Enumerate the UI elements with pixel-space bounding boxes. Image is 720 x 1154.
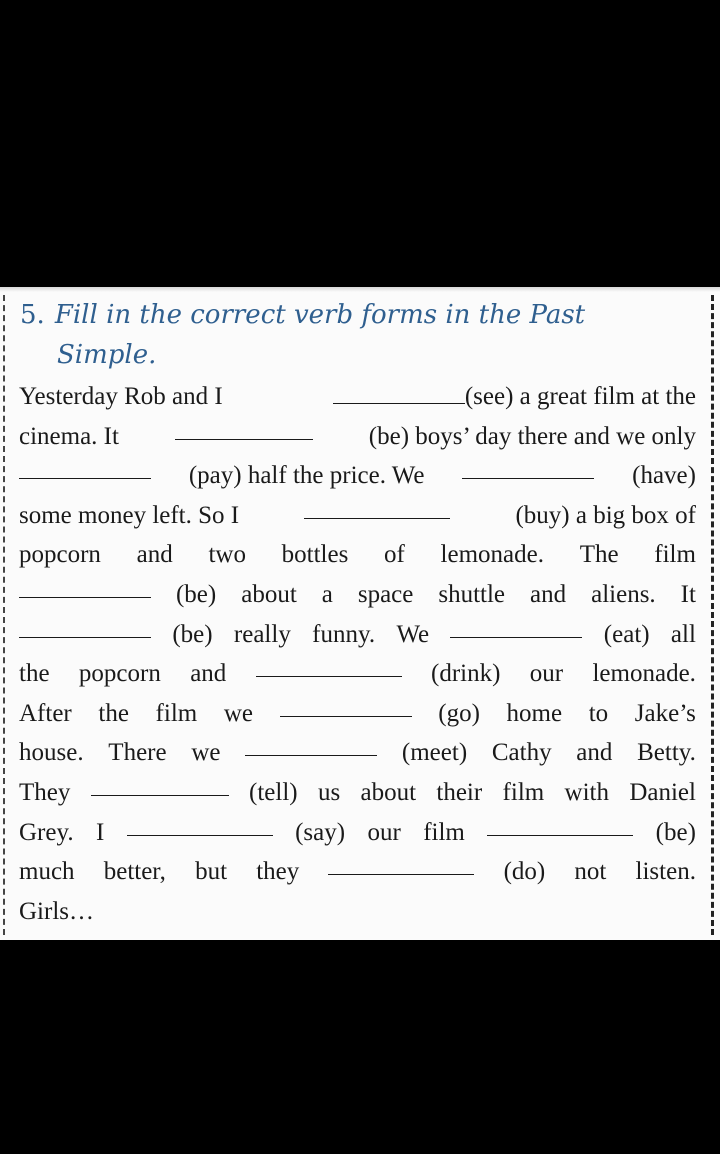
answer-blank[interactable]	[333, 381, 465, 404]
text-word: and	[136, 541, 173, 569]
text-word: film	[423, 818, 465, 846]
text-word: There	[108, 739, 167, 767]
text-word: a	[321, 580, 333, 608]
text-word: (be)	[175, 580, 217, 608]
text-word: Betty.	[637, 739, 696, 767]
text-word: lemonade.	[592, 660, 696, 688]
text-word: shuttle	[438, 580, 506, 608]
answer-blank[interactable]	[280, 694, 412, 717]
left-margin-line	[3, 295, 7, 935]
text-word: the	[98, 699, 129, 727]
text-word: and	[530, 580, 567, 608]
text-fragment: some money left. So I	[19, 501, 240, 529]
text-word: popcorn	[78, 660, 161, 688]
text-line	[19, 615, 696, 655]
answer-blank[interactable]	[328, 852, 474, 875]
text-fragment: (buy) a big box of	[515, 501, 696, 529]
text-word: (meet)	[401, 739, 468, 767]
text-word: much	[19, 858, 75, 886]
exercise-text	[19, 377, 696, 931]
text-word: (go)	[438, 699, 480, 727]
text-fragment: (be) boys’ day there and we only	[368, 422, 696, 450]
text-word: and	[576, 739, 613, 767]
page-edge	[0, 287, 720, 292]
text-word: home	[506, 699, 563, 727]
text-word: film	[654, 541, 696, 569]
text-word: Cathy	[491, 739, 552, 767]
text-word: (do)	[503, 858, 546, 886]
text-word: film	[155, 699, 198, 727]
text-word: bottles	[281, 541, 349, 569]
text-line	[19, 773, 696, 813]
text-word: We	[396, 620, 430, 648]
text-word: (tell)	[249, 778, 298, 806]
answer-blank[interactable]	[487, 813, 633, 836]
answer-blank[interactable]	[304, 496, 450, 519]
text-word: Daniel	[629, 778, 696, 806]
text-word: It	[680, 580, 696, 608]
answer-blank[interactable]	[19, 575, 151, 598]
text-fragment: (have)	[632, 462, 696, 490]
text-word: They	[19, 778, 71, 806]
text-word: two	[208, 541, 246, 569]
text-line	[19, 377, 696, 417]
text-word: popcorn	[19, 541, 101, 569]
answer-blank[interactable]	[127, 813, 273, 836]
text-line	[19, 417, 696, 457]
text-word: (drink)	[431, 660, 501, 688]
exercise-title-line2: Simple.	[57, 340, 157, 370]
text-word: aliens.	[591, 580, 656, 608]
text-line	[19, 813, 696, 853]
text-word: we	[223, 699, 253, 727]
answer-blank[interactable]	[19, 615, 151, 638]
text-word: our	[529, 660, 564, 688]
worksheet-photo	[0, 287, 720, 940]
text-word: with	[564, 778, 609, 806]
text-line	[19, 496, 696, 536]
answer-blank[interactable]	[462, 456, 594, 479]
text-line	[19, 654, 696, 694]
text-fragment: cinema. It	[19, 422, 119, 450]
text-word: house.	[19, 739, 84, 767]
text-fragment: (see) a great film at the	[464, 383, 696, 410]
text-word: listen.	[635, 858, 696, 886]
text-word: to	[588, 699, 609, 727]
text-word: they	[256, 858, 300, 886]
text-word: us	[317, 778, 341, 806]
text-line	[19, 575, 696, 615]
answer-blank[interactable]	[245, 733, 377, 756]
text-word: I	[96, 818, 105, 846]
text-word: After	[19, 699, 72, 727]
answer-blank[interactable]	[19, 456, 151, 479]
text-word: the	[19, 660, 50, 688]
text-word: our	[367, 818, 401, 846]
text-word: but	[195, 858, 228, 886]
text-word: (be)	[172, 620, 213, 648]
text-line	[19, 852, 696, 892]
text-word: Jake’s	[634, 699, 696, 727]
text-line	[19, 535, 696, 575]
text-word: about	[241, 580, 297, 608]
answer-blank[interactable]	[175, 417, 313, 440]
text-word: all	[670, 620, 696, 648]
text-word: (eat)	[603, 620, 650, 648]
text-word: of	[384, 541, 405, 569]
text-line	[19, 892, 696, 932]
text-word: lemonade.	[440, 541, 544, 569]
text-word: funny.	[312, 620, 376, 648]
text-word: really	[233, 620, 291, 648]
text-fragment: (pay) half the price. We	[188, 462, 425, 490]
text-word: Grey.	[19, 818, 74, 846]
text-word: about	[360, 778, 417, 806]
answer-blank[interactable]	[91, 773, 229, 796]
text-word: film	[502, 778, 545, 806]
text-word: and	[190, 660, 227, 688]
answer-blank[interactable]	[450, 615, 582, 638]
text-word: (say)	[295, 818, 346, 846]
text-line	[19, 694, 696, 734]
right-margin-line	[711, 295, 716, 935]
text-word: better,	[103, 858, 166, 886]
text-line	[19, 733, 696, 773]
text-word: space	[357, 580, 414, 608]
text-fragment: Yesterday Rob and I	[19, 383, 223, 410]
text-line	[19, 456, 696, 496]
exercise-heading	[20, 295, 680, 375]
text-word: (be)	[655, 818, 696, 846]
exercise-number: 5.	[20, 300, 45, 330]
exercise-title-line1: Fill in the correct verb forms in the Past	[54, 300, 586, 330]
answer-blank[interactable]	[256, 654, 402, 677]
text-word: The	[579, 541, 619, 569]
text-word: not	[574, 858, 607, 886]
text-word: their	[436, 778, 483, 806]
text-fragment: Girls…	[19, 897, 94, 925]
text-word: we	[191, 739, 221, 767]
